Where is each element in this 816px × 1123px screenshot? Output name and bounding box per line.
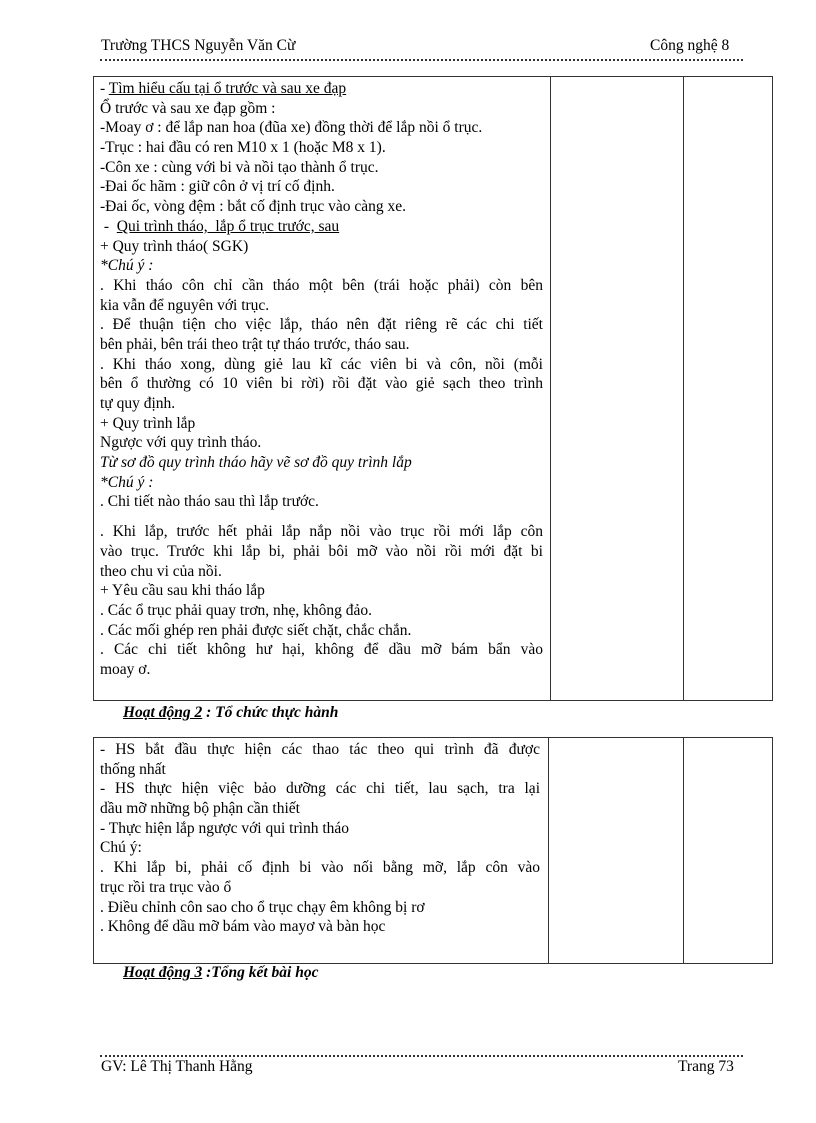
text-line: . Các ổ trục phải quay trơn, nhẹ, không đảo. — [100, 601, 373, 619]
text-line: - HS bắt đầu thực hiện các thao tác theo qui trình đã được — [100, 741, 540, 758]
section-heading: - Tìm hiểu cấu tại ổ trước và sau xe đạp — [100, 80, 347, 97]
page-number: Trang 73 — [678, 1058, 734, 1075]
subject-label: Công nghệ 8 — [650, 37, 730, 54]
text-line: bên ổ thường có 10 viên bi rời) rồi đặt vào giẻ sạch theo trình — [100, 375, 543, 393]
text-line: . Chi tiết nào tháo sau thì lắp trước. — [100, 493, 319, 511]
text-line: theo chu vi của nồi. — [100, 562, 222, 580]
text-line: + Quy trình lắp — [100, 414, 196, 432]
column-divider — [683, 738, 684, 963]
activity-2-heading: Hoạt động 2 : Tổ chức thực hành — [123, 704, 339, 721]
italic-instruction: Từ sơ đồ quy trình tháo hãy vẽ sơ đồ quy trình lắp — [100, 454, 412, 472]
column-divider — [683, 77, 684, 700]
text-line: . Các chi tiết không hư hại, không để dầu mỡ bám bẩn vào — [100, 641, 543, 659]
text-line: bên phải, bên trái theo trật tự tháo trước, tháo sau. — [100, 335, 410, 353]
text-line: . Khi lắp bi, phải cố định bi vào nối bằng mỡ, lắp côn vào — [100, 859, 540, 877]
text-line: -Đai ốc, vòng đệm : bắt cố định trục vào càng xe. — [100, 198, 407, 216]
content-cell — [100, 79, 543, 680]
text-line: vào trục. Trước khi lắp bi, phải bôi mỡ vào nồi rồi mới đặt bi — [100, 542, 543, 560]
text-line: tự quy định. — [100, 395, 176, 412]
text-line: Chú ý: — [100, 839, 142, 857]
activity-3-heading: Hoạt động 3 :Tổng kết bài học — [123, 964, 319, 981]
text-line: trục rồi tra trục vào ổ — [100, 878, 232, 896]
content-cell — [100, 740, 540, 937]
text-line: . Điều chỉnh côn sao cho ổ trục chạy êm không bị rơ — [100, 898, 425, 916]
footer-divider — [100, 1055, 743, 1057]
note-label: *Chú ý : — [100, 473, 154, 491]
text-line: - Thực hiện lắp ngược với qui trình tháo — [100, 819, 349, 837]
column-divider — [550, 77, 551, 700]
school-name: Trường THCS Nguyễn Văn Cừ — [101, 37, 296, 54]
text-line: -Trục : hai đầu có ren M10 x 1 (hoặc M8 x 1). — [100, 139, 386, 157]
text-line: Ổ trước và sau xe đạp gồm : — [100, 99, 276, 117]
text-line: + Quy trình tháo( SGK) — [100, 237, 249, 255]
text-line: moay ơ. — [100, 660, 151, 678]
column-divider — [548, 738, 549, 963]
text-line: -Đai ốc hãm : giữ côn ở vị trí cố định. — [100, 178, 335, 196]
lesson-table-2 — [93, 737, 773, 964]
text-line: . Không để dầu mỡ bám vào mayơ và bàn học — [100, 918, 386, 936]
note-label: *Chú ý : — [100, 257, 154, 275]
text-line: . Khi lắp, trước hết phải lắp nắp nồi vào trục rồi mới lắp côn — [100, 523, 543, 541]
header-divider — [100, 59, 743, 61]
text-line: kia vẫn để nguyên với trục. — [100, 296, 270, 314]
text-line: + Yêu cầu sau khi tháo lắp — [100, 582, 265, 600]
text-line: -Côn xe : cùng với bi và nồi tạo thành ổ trục. — [100, 158, 379, 176]
text-line: . Để thuận tiện cho việc lắp, tháo nên đặt riêng rẽ các chi tiết — [100, 316, 543, 334]
section-heading: - Qui trình tháo, lắp ổ trục trước, sau — [100, 217, 340, 235]
text-line: thống nhất — [100, 760, 166, 778]
text-line: - HS thực hiện việc bảo dưỡng các chi tiết, lau sạch, tra lại — [100, 780, 540, 798]
text-line: . Khi tháo côn chỉ cần tháo một bên (trái hoặc phải) còn bên — [100, 276, 543, 294]
text-line: Ngược với quy trình tháo. — [100, 434, 262, 452]
text-line: . Khi tháo xong, dùng giẻ lau kĩ các viên bi và côn, nồi (mỗi — [100, 355, 543, 373]
lesson-table-1 — [93, 76, 773, 701]
text-line: . Các mối ghép ren phải được siết chặt, chắc chắn. — [100, 621, 412, 639]
text-line: -Moay ơ : để lắp nan hoa (đũa xe) đồng thời để lắp nồi ổ trục. — [100, 119, 483, 137]
text-line: dầu mỡ những bộ phận cần thiết — [100, 800, 300, 818]
teacher-name: GV: Lê Thị Thanh Hằng — [101, 1058, 253, 1075]
